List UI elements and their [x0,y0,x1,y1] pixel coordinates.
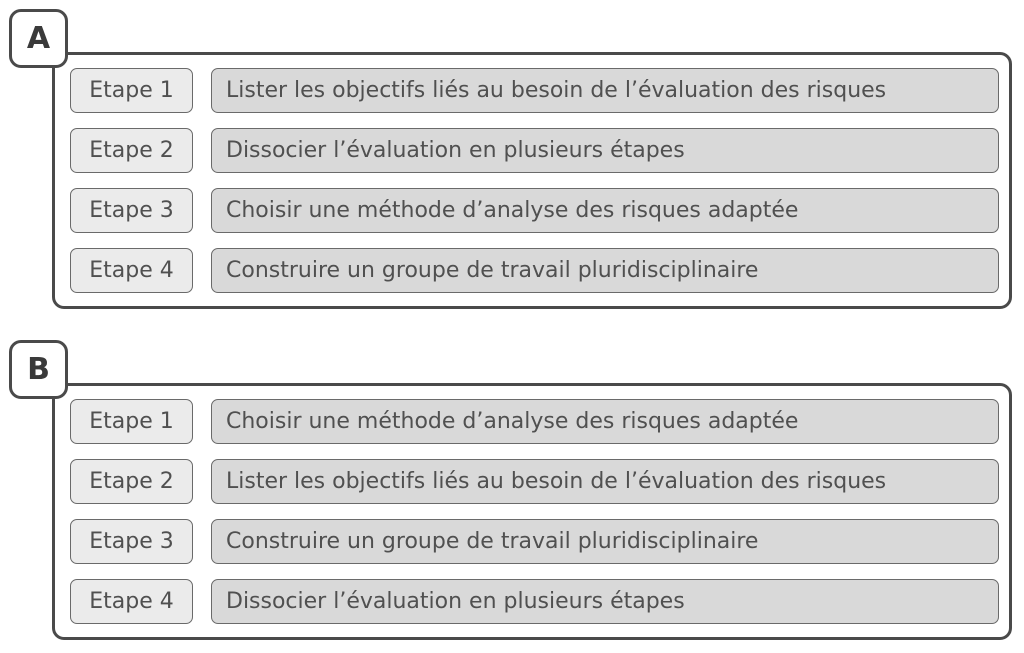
step-description: Choisir une méthode d’analyse des risques adaptée [211,188,999,233]
section-a-step-4 [70,248,1000,293]
section-b-step-1 [70,399,1000,444]
step-description: Construire un groupe de travail pluridisciplinaire [211,248,999,293]
step-number-label: Etape 3 [70,519,193,564]
step-description: Construire un groupe de travail pluridisciplinaire [211,519,999,564]
step-description: Dissocier l’évaluation en plusieurs étapes [211,128,999,173]
step-number-label: Etape 4 [70,579,193,624]
section-a-step-1 [70,68,1000,113]
section-a-step-3 [70,188,1000,233]
step-number-label: Etape 1 [70,68,193,113]
section-b-step-4 [70,579,1000,624]
step-description: Lister les objectifs liés au besoin de l’évaluation des risques [211,68,999,113]
step-number-label: Etape 3 [70,188,193,233]
section-b-step-3 [70,519,1000,564]
step-description: Choisir une méthode d’analyse des risques adaptée [211,399,999,444]
section-b-panel [52,383,1012,640]
step-number-label: Etape 4 [70,248,193,293]
section-b-step-2 [70,459,1000,504]
section-a-label: A [9,9,68,68]
section-a-step-2 [70,128,1000,173]
section-a-panel [52,52,1012,309]
step-description: Lister les objectifs liés au besoin de l’évaluation des risques [211,459,999,504]
step-number-label: Etape 2 [70,128,193,173]
step-number-label: Etape 1 [70,399,193,444]
step-number-label: Etape 2 [70,459,193,504]
section-b-label: B [9,340,68,399]
step-description: Dissocier l’évaluation en plusieurs étapes [211,579,999,624]
